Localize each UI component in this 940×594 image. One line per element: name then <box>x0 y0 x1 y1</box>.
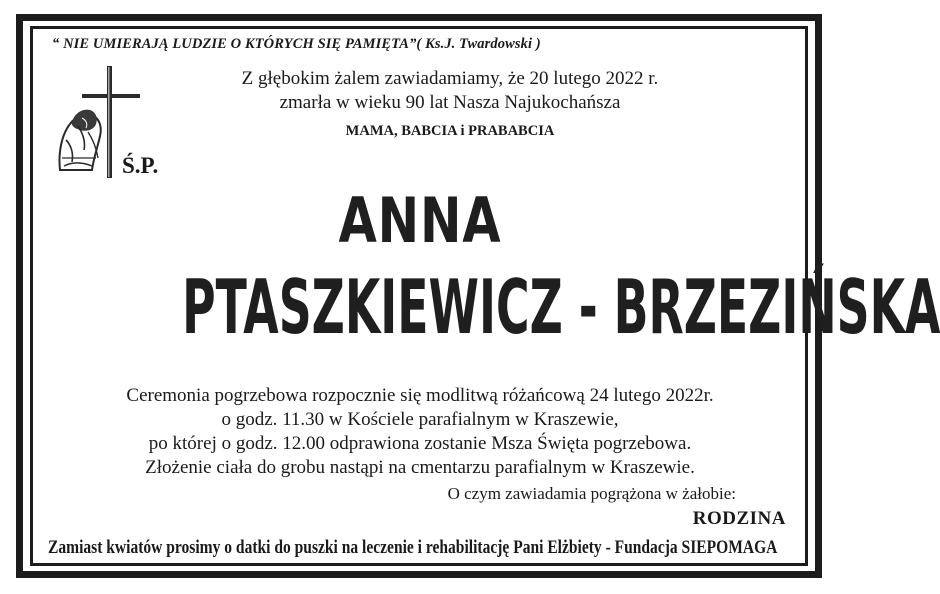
donation-request: Zamiast kwiatów prosimy o datki do puszki na leczenie i rehabilitację Pani Elżbiety - Fundacja SIEPOMAGA <box>48 538 778 558</box>
memorial-quote: “ NIE UMIERAJĄ LUDZIE O KTÓRYCH SIĘ PAMIĘTA”( Ks.J. Twardowski ) <box>52 36 541 52</box>
ceremony-line-2: o godz. 11.30 w Kościele parafialnym w Kraszewie, <box>221 409 619 430</box>
family-signature: RODZINA <box>692 508 786 529</box>
ceremony-line-3: po której o godz. 12.00 odprawiona zostanie Msza Święta pogrzebowa. <box>148 433 692 454</box>
mourners-note: O czym zawiadamia pogrążona w żałobie: <box>447 484 736 503</box>
family-relation: MAMA, BABCIA i PRABABCIA <box>345 123 555 139</box>
deceased-first-name: ANNA <box>338 184 502 257</box>
memoriam-prefix: Ś.P. <box>122 153 159 178</box>
announcement-line-1: Z głębokim żalem zawiadamiamy, że 20 lutego 2022 r. <box>241 68 659 89</box>
announcement-line-2: zmarła w wieku 90 lat Nasza Najukochańsza <box>279 92 621 113</box>
ceremony-line-4: Złożenie ciała do grobu nastąpi na cmentarzu parafialnym w Kraszewie. <box>145 457 695 478</box>
deceased-surname: PTASZKIEWICZ - BRZEZIŃSKA <box>182 263 940 351</box>
ceremony-line-1: Ceremonia pogrzebowa rozpocznie się modlitwą różańcową 24 lutego 2022r. <box>126 385 714 406</box>
